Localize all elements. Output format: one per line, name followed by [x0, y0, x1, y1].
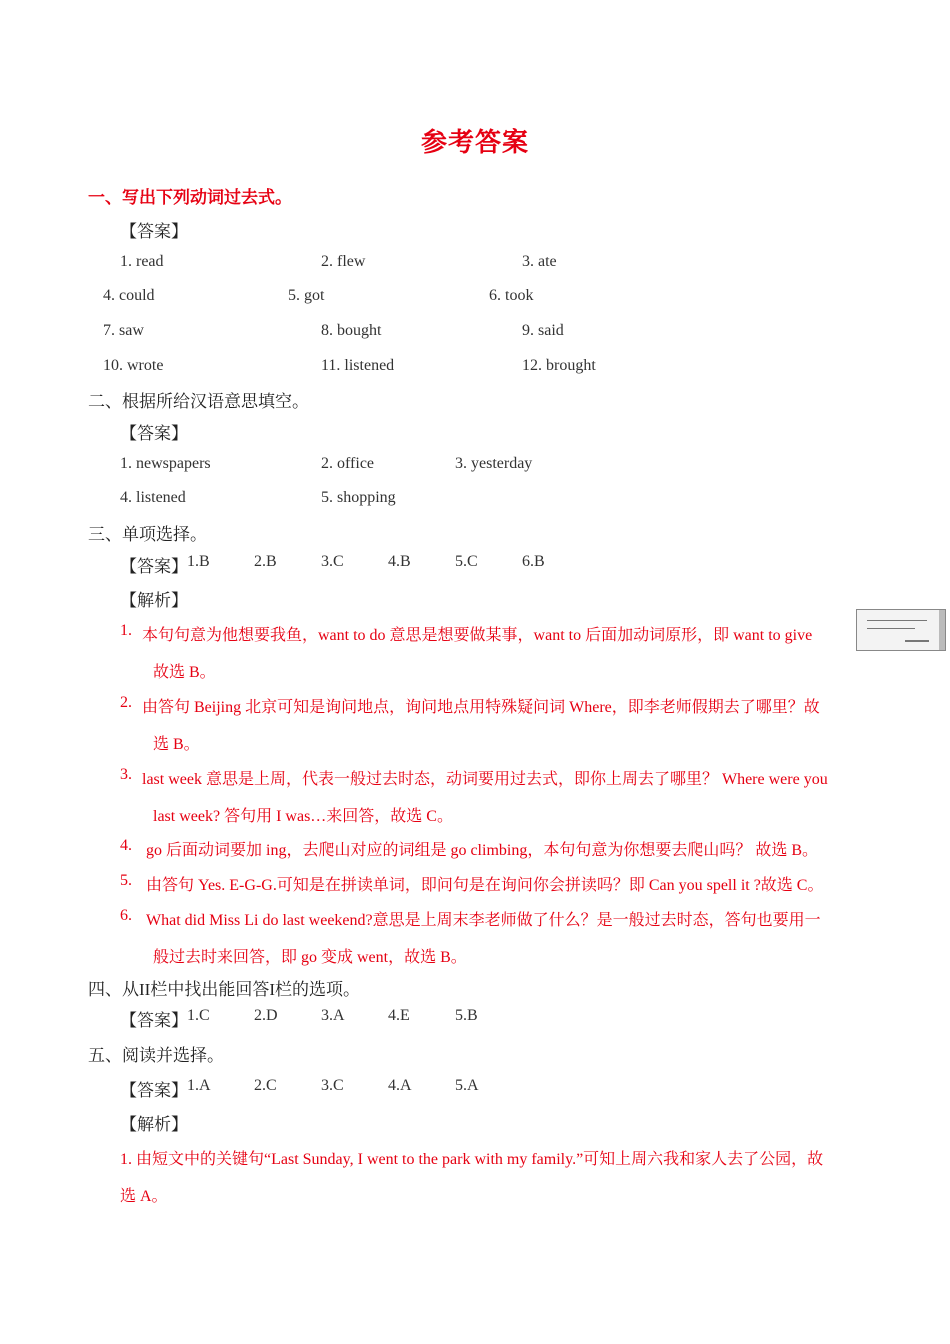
answer-item: 12. brought — [522, 357, 596, 374]
answer-item: 11. listened — [321, 357, 395, 374]
section-3-heading: 三、单项选择。 — [88, 525, 207, 544]
answer-item: 1. read — [120, 253, 164, 270]
answer-item: 2. flew — [321, 253, 366, 270]
explanation-text: 由答句 Beijing 北京可知是询问地点，询问地点用特殊疑问词 Where，即李老师假期去了哪里？故 — [142, 699, 820, 716]
answer-item: 4. listened — [120, 489, 186, 506]
image-thumbnail-icon — [856, 609, 946, 651]
explanation-text: 般过去时来回答，即 go 变成 went，故选 B。 — [153, 949, 467, 966]
answer-choice: 5.B — [455, 1007, 478, 1024]
answer-item: 6. took — [489, 287, 534, 304]
section-4-heading: 四、从II栏中找出能回答I栏的选项。 — [88, 980, 360, 999]
answer-choice: 4.A — [388, 1077, 412, 1094]
explanation-text: last week? 答句用 I was…来回答，故选 C。 — [153, 808, 453, 825]
answer-item: 1. newspapers — [120, 455, 211, 472]
answer-item: 8. bought — [321, 322, 382, 339]
answer-item: 5. got — [288, 287, 325, 304]
section-4-answer-label: 【答案】 — [120, 1011, 188, 1030]
explanation-number: 5. — [120, 872, 132, 889]
page-title: 参考答案 — [420, 128, 529, 157]
section-3-answer-label: 【答案】 — [120, 557, 188, 576]
section-3-analysis-label: 【解析】 — [120, 591, 188, 610]
explanation-number: 6. — [120, 907, 132, 924]
answer-choice: 5.C — [455, 553, 478, 570]
explanation-number: 2. — [120, 694, 132, 711]
explanation-number: 1. — [120, 622, 132, 639]
explanation-number: 3. — [120, 766, 132, 783]
section-5-heading: 五、阅读并选择。 — [88, 1046, 224, 1065]
explanation-text: 由答句 Yes. E-G-G.可知是在拼读单词，即问句是在询问你会拼读吗？即 Can you spell it ?故选 C。 — [146, 877, 824, 894]
answer-choice: 1.C — [187, 1007, 210, 1024]
answer-choice: 2.B — [254, 553, 277, 570]
answer-item: 9. said — [522, 322, 564, 339]
answer-choice: 3.C — [321, 553, 344, 570]
explanation-text: 选 A。 — [120, 1188, 168, 1205]
explanation-text: last week 意思是上周，代表一般过去时态，动词要用过去式，即你上周去了哪里？ Where were you — [142, 771, 828, 788]
answer-item: 4. could — [103, 287, 155, 304]
section-2-answer-label: 【答案】 — [120, 424, 188, 443]
answer-item: 10. wrote — [103, 357, 164, 374]
section-5-analysis-label: 【解析】 — [120, 1115, 188, 1134]
explanation-text: 1. 由短文中的关键句“Last Sunday, I went to the park with my family.”可知上周六我和家人去了公园，故 — [120, 1151, 824, 1168]
answer-item: 5. shopping — [321, 489, 396, 506]
answer-item: 3. yesterday — [455, 455, 533, 472]
explanation-text: 故选 B。 — [153, 664, 216, 681]
section-1-answer-label: 【答案】 — [120, 222, 188, 241]
explanation-text: go 后面动词要加 ing，去爬山对应的词组是 go climbing，本句句意为你想要去爬山吗？ 故选 B。 — [146, 842, 819, 859]
answer-item: 7. saw — [103, 322, 144, 339]
answer-choice: 3.C — [321, 1077, 344, 1094]
answer-item: 3. ate — [522, 253, 557, 270]
answer-item: 2. office — [321, 455, 375, 472]
explanation-text: What did Miss Li do last weekend?意思是上周末李老师做了什么？是一般过去时态，答句也要用一 — [146, 912, 821, 929]
answer-choice: 2.D — [254, 1007, 278, 1024]
answer-choice: 5.A — [455, 1077, 479, 1094]
explanation-text: 选 B。 — [153, 736, 200, 753]
section-2-heading: 二、根据所给汉语意思填空。 — [88, 392, 309, 411]
answer-choice: 4.E — [388, 1007, 410, 1024]
answer-choice: 2.C — [254, 1077, 277, 1094]
answer-choice: 3.A — [321, 1007, 345, 1024]
answer-choice: 1.B — [187, 553, 210, 570]
answer-choice: 6.B — [522, 553, 545, 570]
section-1-heading: 一、写出下列动词过去式。 — [88, 188, 292, 207]
answer-choice: 1.A — [187, 1077, 211, 1094]
explanation-number: 4. — [120, 837, 132, 854]
answer-choice: 4.B — [388, 553, 411, 570]
explanation-text: 本句句意为他想要我鱼，want to do 意思是想要做某事，want to 后面加动词原形，即 want to give — [142, 627, 813, 644]
section-5-answer-label: 【答案】 — [120, 1081, 188, 1100]
